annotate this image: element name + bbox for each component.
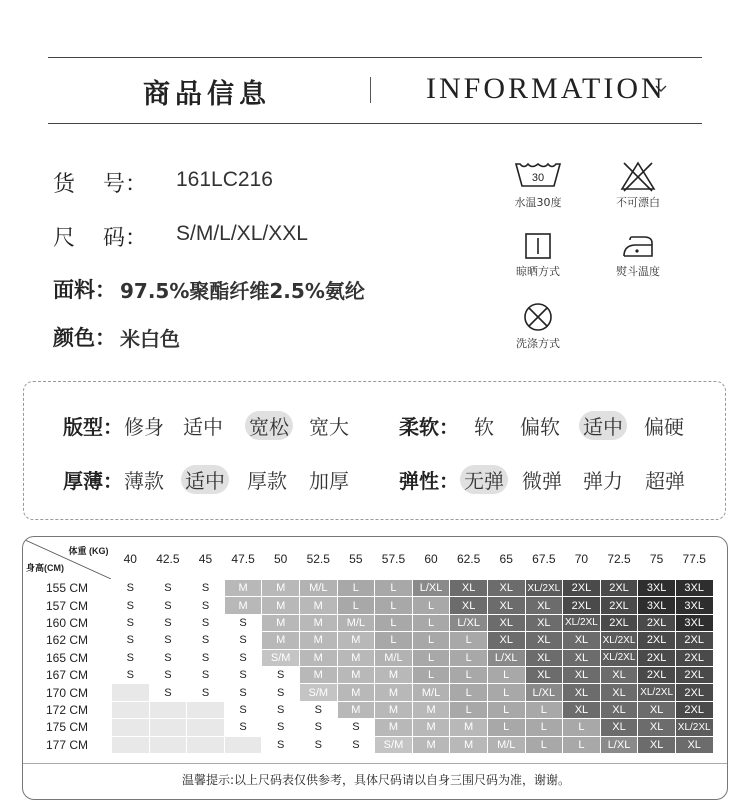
size-cell: L xyxy=(563,736,601,753)
item-no-label: 货 号： xyxy=(53,172,147,197)
size-cell: S xyxy=(224,632,262,649)
size-cell: L/XL xyxy=(450,614,488,631)
size-cell: XL xyxy=(487,632,525,649)
size-cell: M xyxy=(299,614,337,631)
size-cell: XL xyxy=(675,736,713,753)
care-washing-label: 洗涤方式 xyxy=(516,337,560,350)
size-cell: M xyxy=(299,666,337,683)
note-divider xyxy=(23,763,728,764)
no-bleach-icon xyxy=(618,160,658,192)
size-cell xyxy=(187,736,225,753)
size-cell: M/L xyxy=(487,736,525,753)
size-cell: S xyxy=(299,719,337,736)
weight-col-header: 57.5 xyxy=(381,552,406,566)
size-cell: XL xyxy=(600,684,638,701)
size-cell: XL xyxy=(600,701,638,718)
size-cell xyxy=(112,736,150,753)
fabric-value: 97.5%聚酯纤维2.5%氨纶 xyxy=(120,279,365,303)
size-cell: 2XL xyxy=(675,701,713,718)
color-value: 米白色 xyxy=(120,327,180,351)
table-row xyxy=(23,736,713,753)
size-cell xyxy=(112,719,150,736)
size-cell: M/L xyxy=(412,684,450,701)
size-cell: M xyxy=(262,632,300,649)
size-cell: S xyxy=(187,632,225,649)
weight-col-header: 62.5 xyxy=(456,552,481,566)
size-cell: S xyxy=(299,701,337,718)
height-cell: 162 CM xyxy=(45,633,89,648)
size-cell: S xyxy=(149,649,187,666)
height-cell: 155 CM xyxy=(45,581,89,596)
size-cell: 3XL xyxy=(638,580,676,597)
size-cell: S xyxy=(187,649,225,666)
size-cell: XL/2XL xyxy=(525,580,563,597)
thick-option: 薄款 xyxy=(124,469,164,493)
size-cell: L xyxy=(412,649,450,666)
size-cell: S xyxy=(112,632,150,649)
item-no-value: 161LC216 xyxy=(176,168,273,191)
size-cell xyxy=(149,736,187,753)
size-cell: 2XL xyxy=(675,684,713,701)
care-bleach xyxy=(603,160,673,210)
size-cell: S xyxy=(187,666,225,683)
dry-icon xyxy=(523,231,553,261)
size-cell: M xyxy=(337,649,375,666)
table-row xyxy=(23,614,713,631)
size-cell: L xyxy=(450,701,488,718)
care-iron-label: 熨斗温度 xyxy=(616,265,660,278)
size-cell: L xyxy=(412,632,450,649)
size-cell: XL xyxy=(450,580,488,597)
care-dry xyxy=(503,231,573,279)
iron-icon xyxy=(620,231,656,261)
size-cell: L/XL xyxy=(412,580,450,597)
soft-label: 柔软： xyxy=(399,415,459,439)
table-row xyxy=(23,649,713,666)
size-cell: L xyxy=(450,666,488,683)
size-cell: 2XL xyxy=(638,614,676,631)
size-cell: M/L xyxy=(337,614,375,631)
height-cell: 167 CM xyxy=(45,668,89,683)
size-cell: XL/2XL xyxy=(563,614,601,631)
size-cell: L xyxy=(450,649,488,666)
size-cell: L xyxy=(487,701,525,718)
size-cell: M xyxy=(262,580,300,597)
size-cell: M xyxy=(299,632,337,649)
size-cell: L xyxy=(412,666,450,683)
elastic-option: 超弹 xyxy=(645,469,685,493)
height-header: 身高(CM) xyxy=(26,562,64,573)
chevron-down-icon xyxy=(655,85,667,93)
weight-col-header: 72.5 xyxy=(607,552,631,566)
size-cell: L/XL xyxy=(487,649,525,666)
size-cell: 3XL xyxy=(638,597,676,614)
size-cell: L xyxy=(487,684,525,701)
size-cell: 3XL xyxy=(675,614,713,631)
size-cell: L xyxy=(337,597,375,614)
table-corner xyxy=(23,539,112,580)
size-cell: XL xyxy=(525,614,563,631)
size-cell: L xyxy=(375,580,413,597)
size-cell: XL/2XL xyxy=(675,719,713,736)
size-cell: L/XL xyxy=(525,684,563,701)
weight-col-header: 42.5 xyxy=(156,552,180,566)
care-dry-label: 晾晒方式 xyxy=(516,265,560,278)
weight-col-header: 75 xyxy=(649,552,664,566)
table-row xyxy=(23,719,713,736)
size-cell: M xyxy=(262,597,300,614)
size-cell: 2XL xyxy=(638,632,676,649)
height-cell: 177 CM xyxy=(45,737,89,752)
size-cell: M xyxy=(450,736,488,753)
size-cell: S xyxy=(149,614,187,631)
section-title-en: INFORMATION xyxy=(426,72,666,105)
top-divider xyxy=(48,57,702,58)
elastic-label: 弹性： xyxy=(399,469,459,493)
elastic-option-selected: 无弹 xyxy=(460,465,508,494)
size-cell: XL xyxy=(563,632,601,649)
weight-col-header: 60 xyxy=(424,552,438,566)
weight-col-header: 65 xyxy=(499,552,513,566)
fit-option: 适中 xyxy=(183,415,223,439)
size-cell: M xyxy=(412,736,450,753)
attributes-panel xyxy=(23,381,726,520)
size-cell: L xyxy=(487,719,525,736)
size-cell: S xyxy=(187,684,225,701)
weight-col-header: 40 xyxy=(123,552,137,566)
size-cell: M xyxy=(412,719,450,736)
size-cell: L xyxy=(375,597,413,614)
size-cell: M xyxy=(337,701,375,718)
size-cell: L xyxy=(487,666,525,683)
size-cell: S xyxy=(224,701,262,718)
size-cell: S xyxy=(224,684,262,701)
size-cell: M xyxy=(262,614,300,631)
size-cell xyxy=(224,736,262,753)
header-bottom-divider xyxy=(48,123,702,124)
elastic-option: 弹力 xyxy=(583,469,623,493)
size-cell: 2XL xyxy=(600,580,638,597)
height-cell: 170 CM xyxy=(45,685,89,700)
thick-label: 厚薄： xyxy=(63,469,123,493)
size-cell: XL xyxy=(450,597,488,614)
size-cell: S xyxy=(149,666,187,683)
size-cell: M xyxy=(337,666,375,683)
weight-col-header: 50 xyxy=(273,552,288,566)
size-cell: S xyxy=(187,580,225,597)
table-row xyxy=(23,666,713,683)
size-cell xyxy=(112,701,150,718)
care-wash-label: 水温30度 xyxy=(514,196,562,209)
size-cell: S/M xyxy=(262,649,300,666)
size-cell: M xyxy=(412,701,450,718)
size-cell: S xyxy=(149,632,187,649)
size-cell: M xyxy=(337,632,375,649)
size-cell: XL/2XL xyxy=(600,632,638,649)
size-cell: S xyxy=(337,736,375,753)
size-cell: S xyxy=(337,719,375,736)
size-cell: XL xyxy=(525,597,563,614)
size-cell: 2XL xyxy=(563,597,601,614)
size-cell xyxy=(149,719,187,736)
size-cell: S xyxy=(262,684,300,701)
size-cell: S xyxy=(224,649,262,666)
size-cell: XL/2XL xyxy=(638,684,676,701)
size-cell: L xyxy=(375,614,413,631)
size-cell: 2XL xyxy=(638,649,676,666)
size-cell: XL xyxy=(487,614,525,631)
size-cell: XL xyxy=(525,649,563,666)
thick-option-selected: 适中 xyxy=(181,465,229,494)
size-cell: S xyxy=(262,736,300,753)
size-cell: XL xyxy=(563,684,601,701)
title-separator xyxy=(370,77,371,103)
size-cell xyxy=(187,701,225,718)
weight-col-header: 55 xyxy=(349,552,363,566)
size-cell: L xyxy=(525,736,563,753)
size-cell: M xyxy=(299,649,337,666)
thick-option: 加厚 xyxy=(309,469,349,493)
size-cell xyxy=(112,684,150,701)
size-note: 温馨提示:以上尺码表仅供参考，具体尺码请以自身三围尺码为准，谢谢。 xyxy=(181,773,571,787)
care-iron xyxy=(603,231,673,279)
size-cell: L xyxy=(337,580,375,597)
soft-option: 偏软 xyxy=(520,415,560,439)
size-cell: XL xyxy=(487,580,525,597)
no-wash-icon xyxy=(522,301,554,333)
size-cell: S xyxy=(262,719,300,736)
size-cell xyxy=(187,719,225,736)
care-bleach-label: 不可漂白 xyxy=(616,196,660,209)
size-cell: S xyxy=(224,614,262,631)
size-cell: M xyxy=(224,580,262,597)
size-cell: 2XL xyxy=(675,649,713,666)
weight-col-header: 45 xyxy=(198,552,213,566)
thick-option: 厚款 xyxy=(247,469,287,493)
size-cell: XL xyxy=(600,666,638,683)
size-cell: M/L xyxy=(375,649,413,666)
size-cell: S/M xyxy=(299,684,337,701)
size-cell: S xyxy=(224,666,262,683)
weight-header-row xyxy=(23,539,713,580)
soft-option: 偏硬 xyxy=(644,415,684,439)
size-cell: M xyxy=(224,597,262,614)
size-table xyxy=(23,539,714,754)
size-cell: M xyxy=(450,719,488,736)
size-cell: 2XL xyxy=(563,580,601,597)
size-cell: XL xyxy=(525,632,563,649)
size-cell: XL/2XL xyxy=(600,649,638,666)
size-cell: M xyxy=(299,597,337,614)
color-label: 颜色： xyxy=(53,326,116,350)
fabric-label: 面料： xyxy=(53,278,116,302)
size-cell: XL xyxy=(563,649,601,666)
size-cell: M xyxy=(375,684,413,701)
size-cell: S xyxy=(262,666,300,683)
size-cell: 3XL xyxy=(675,597,713,614)
size-cell: XL xyxy=(563,666,601,683)
size-cell: S xyxy=(224,719,262,736)
size-cell: XL xyxy=(638,701,676,718)
size-chart xyxy=(22,536,728,800)
size-cell: S xyxy=(112,666,150,683)
size-cell: L xyxy=(525,701,563,718)
size-cell: S xyxy=(112,649,150,666)
size-cell: L xyxy=(563,719,601,736)
fit-option: 宽大 xyxy=(309,415,349,439)
size-cell: S xyxy=(299,736,337,753)
size-cell: L xyxy=(450,632,488,649)
size-cell: M/L xyxy=(299,580,337,597)
soft-option: 软 xyxy=(474,415,494,439)
size-cell: 2XL xyxy=(638,666,676,683)
size-cell: L xyxy=(412,614,450,631)
table-row xyxy=(23,701,713,718)
size-cell: S xyxy=(112,614,150,631)
height-cell: 172 CM xyxy=(45,702,89,717)
size-cell: S xyxy=(149,580,187,597)
care-washing xyxy=(503,301,573,351)
height-cell: 175 CM xyxy=(45,720,89,735)
size-cell: L xyxy=(525,719,563,736)
size-cell: XL xyxy=(525,666,563,683)
size-cell: S xyxy=(112,580,150,597)
table-row xyxy=(23,632,713,649)
size-cell: 2XL xyxy=(600,614,638,631)
size-value: S/M/L/XL/XXL xyxy=(176,222,308,245)
table-row xyxy=(23,580,713,597)
size-table-body xyxy=(23,580,713,754)
size-cell: M xyxy=(375,719,413,736)
size-cell: L xyxy=(450,684,488,701)
size-cell: L/XL xyxy=(600,736,638,753)
size-cell: XL xyxy=(563,701,601,718)
size-cell: L xyxy=(412,597,450,614)
fit-option: 修身 xyxy=(124,415,164,439)
size-cell: 2XL xyxy=(600,597,638,614)
size-cell: XL xyxy=(600,719,638,736)
height-cell: 157 CM xyxy=(45,598,89,613)
table-row xyxy=(23,684,713,701)
size-cell: L xyxy=(375,632,413,649)
table-row xyxy=(23,597,713,614)
weight-header: 体重 (KG) xyxy=(68,546,109,556)
soft-option-selected: 适中 xyxy=(579,411,627,440)
size-cell: 2XL xyxy=(675,632,713,649)
weight-col-header: 67.5 xyxy=(532,552,556,566)
size-cell xyxy=(149,701,187,718)
weight-col-header: 52.5 xyxy=(306,552,330,566)
size-cell: S xyxy=(187,614,225,631)
size-cell: 2XL xyxy=(675,666,713,683)
size-cell: 3XL xyxy=(675,580,713,597)
wash-30-icon xyxy=(514,160,562,192)
size-cell: M xyxy=(375,666,413,683)
wash-temp: 30 xyxy=(531,172,545,184)
care-wash xyxy=(503,160,573,210)
weight-col-header: 70 xyxy=(574,552,589,566)
size-cell: S xyxy=(262,701,300,718)
size-cell: XL xyxy=(638,736,676,753)
fit-option-selected: 宽松 xyxy=(245,411,293,440)
elastic-option: 微弹 xyxy=(522,469,562,493)
height-cell: 165 CM xyxy=(45,650,89,665)
weight-col-header: 47.5 xyxy=(231,552,255,566)
size-cell: S xyxy=(149,684,187,701)
size-cell: XL xyxy=(487,597,525,614)
size-cell: M xyxy=(375,701,413,718)
fit-label: 版型： xyxy=(63,415,123,439)
size-cell: S xyxy=(112,597,150,614)
size-cell: S xyxy=(149,597,187,614)
size-cell: XL xyxy=(638,719,676,736)
size-cell: M xyxy=(337,684,375,701)
weight-col-header: 77.5 xyxy=(682,552,706,566)
size-cell: S/M xyxy=(375,736,413,753)
size-cell: S xyxy=(187,597,225,614)
height-cell: 160 CM xyxy=(45,615,89,630)
size-label: 尺 码： xyxy=(53,226,147,251)
section-title-cn: 商品信息 xyxy=(143,79,271,110)
